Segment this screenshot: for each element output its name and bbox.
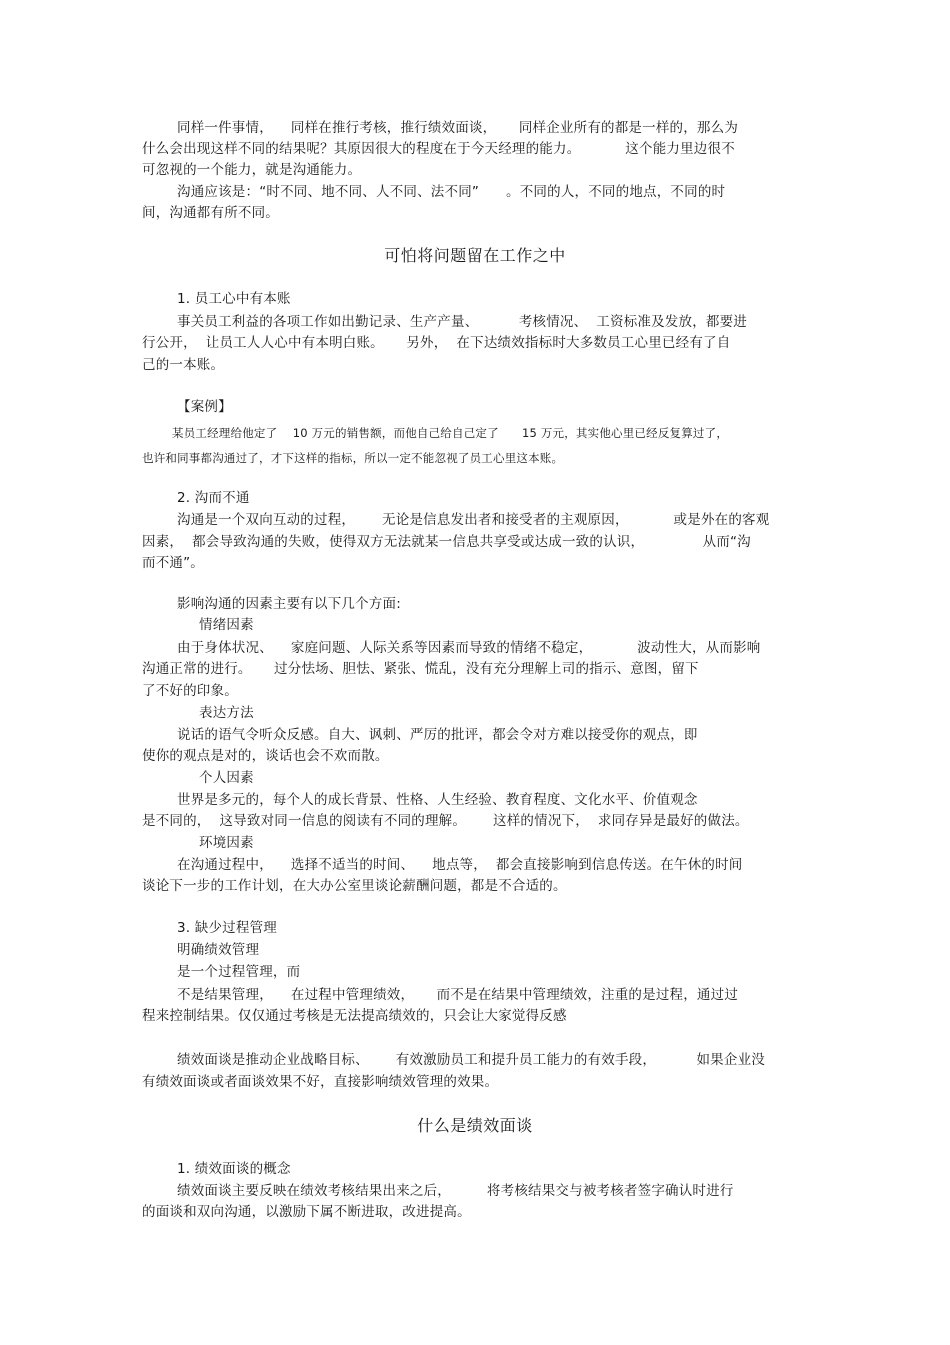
factors-intro: 影响沟通的因素主要有以下几个方面: (177, 596, 401, 612)
section1-item3-text-line1: 不是结果管理， 在过程中管理绩效， 而不是在结果中管理绩效，注重的是过程，通过过 (177, 987, 739, 1003)
section1-item1-line2: 行公开， 让员工人人心中有本明白账。 另外， 在下达绩效指标时大多数员工心里已经有了自 (142, 335, 731, 351)
intro-p1-line3: 可忽视的一个能力，就是沟通能力。 (142, 162, 362, 178)
factor2-line1: 说话的语气令听众反感。自大、讽刺、严厉的批评，都会令对方难以接受你的观点，即 (177, 727, 698, 743)
section1-item2-line1: 沟通是一个双向互动的过程， 无论是信息发出者和接受者的主观原因， 或是外在的客观 (177, 512, 770, 528)
section1-item3-line2: 是一个过程管理，而 (177, 964, 301, 980)
case-line2: 也许和同事都沟通过了，才下这样的指标，所以一定不能忽视了员工心里这本账。 (142, 451, 564, 465)
section2-title: 什么是绩效面谈 (417, 1116, 533, 1135)
factor1-title: 情绪因素 (199, 617, 254, 633)
section2-item1-line1: 绩效面谈主要反映在绩效考核结果出来之后， 将考核结果交与被考核者签字确认时进行 (177, 1183, 734, 1199)
section2-item1-line2: 的面谈和双向沟通，以激励下属不断进取，改进提高。 (142, 1204, 471, 1220)
factor3-line1: 世界是多元的，每个人的成长背景、性格、人生经验、教育程度、文化水平、价值观念 (177, 792, 698, 808)
factor1-line1: 由于身体状况、 家庭问题、人际关系等因素而导致的情绪不稳定， 波动性大，从而影响 (177, 640, 761, 656)
factor4-line2: 谈论下一步的工作计划，在大办公室里谈论薪酬问题，都是不合适的。 (142, 878, 567, 894)
case-line1: 某员工经理给他定了 10 万元的销售额，而他自己给自己定了 15 万元，其实他心里已经反复算过了， (172, 426, 729, 440)
factor3-line2: 是不同的， 这导致对同一信息的阅读有不同的理解。 这样的情况下， 求同存异是最好的做法。 (142, 813, 749, 829)
section2-item1-title: 1. 绩效面谈的概念 (177, 1161, 291, 1177)
section1-title: 可怕将问题留在工作之中 (384, 246, 566, 265)
closing-line1: 绩效面谈是推动企业战略目标、 有效激励员工和提升员工能力的有效手段， 如果企业没 (177, 1052, 765, 1068)
section1-item3-line1: 明确绩效管理 (177, 942, 260, 958)
factor3-title: 个人因素 (199, 770, 254, 786)
intro-p1-line1: 同样一件事情， 同样在推行考核，推行绩效面谈， 同样企业所有的都是一样的，那么为 (177, 120, 739, 136)
closing-line2: 有绩效面谈或者面谈效果不好，直接影响绩效管理的效果。 (142, 1074, 499, 1090)
section1-item2-line3: 而不通”。 (142, 555, 204, 571)
factor2-title: 表达方法 (199, 705, 254, 721)
section1-item2-title: 2. 沟而不通 (177, 490, 250, 506)
factor1-line2: 沟通正常的进行。 过分怯场、胆怯、紧张、慌乱，没有充分理解上司的指示、意图，留下 (142, 661, 699, 677)
factor4-title: 环境因素 (199, 835, 254, 851)
factor4-line1: 在沟通过程中， 选择不适当的时间、 地点等， 都会直接影响到信息传送。在午休的时间 (177, 857, 743, 873)
intro-p2-line2: 间，沟通都有所不同。 (142, 205, 279, 221)
factor1-line3: 了不好的印象。 (142, 683, 238, 699)
section1-item1-title: 1. 员工心中有本账 (177, 291, 291, 307)
section1-item1-line1: 事关员工利益的各项工作如出勤记录、生产产量、 考核情况、 工资标准及发放，都要进 (177, 314, 748, 330)
section1-item2-line2: 因素， 都会导致沟通的失败，使得双方无法就某一信息共享受或达成一致的认识， 从而“沟 (142, 534, 751, 550)
section1-item3-text-line2: 程来控制结果。仅仅通过考核是无法提高绩效的，只会让大家觉得反感 (142, 1008, 567, 1024)
factor2-line2: 使你的观点是对的，谈话也会不欢而散。 (142, 748, 389, 764)
intro-p1-line2: 什么会出现这样不同的结果呢？其原因很大的程度在于今天经理的能力。 这个能力里边很不 (142, 141, 735, 157)
intro-p2-line1: 沟通应该是：“时不同、地不同、人不同、法不同” 。不同的人，不同的地点，不同的时 (177, 184, 726, 200)
section1-item3-title: 3. 缺少过程管理 (177, 920, 277, 936)
section1-item1-line3: 己的一本账。 (142, 357, 225, 373)
case-label: 【案例】 (177, 399, 232, 415)
